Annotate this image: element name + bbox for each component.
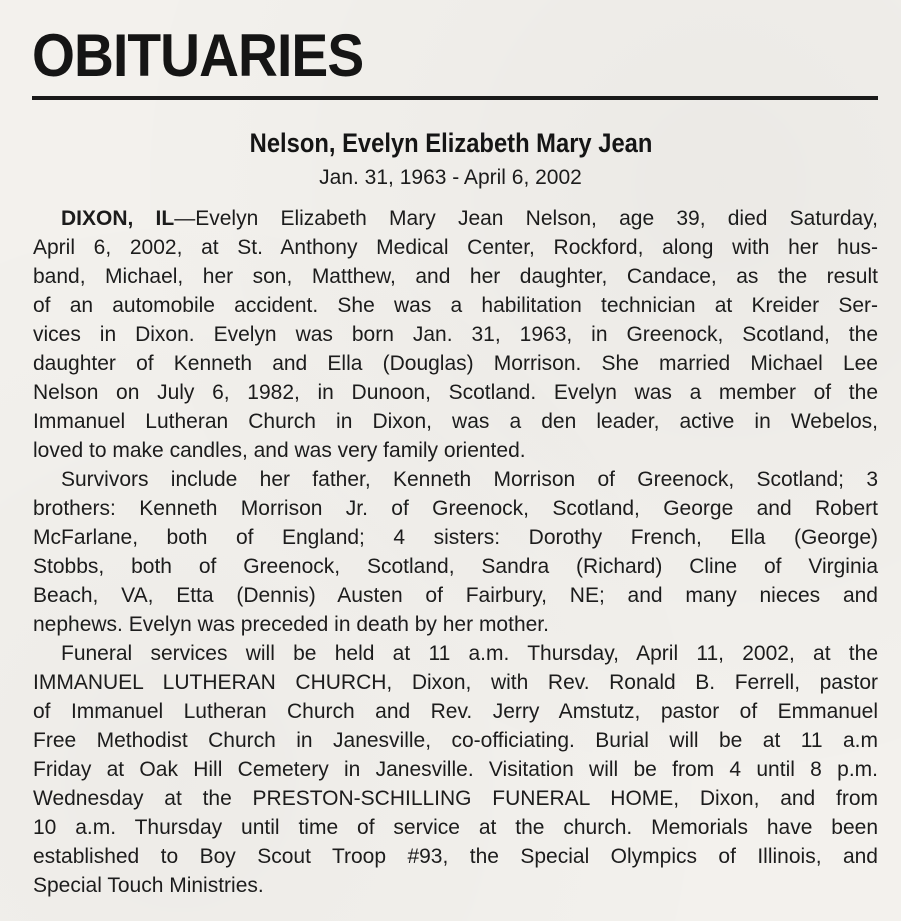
text-line: Survivors include her father, Kenneth Morrison of Greenock, Scotland; 3 (61, 468, 878, 491)
text-line: McFarlane, both of England; 4 sisters: Dorothy French, Ella (George) (33, 526, 878, 549)
text-line: IMMANUEL LUTHERAN CHURCH, Dixon, with Rev. Ronald B. Ferrell, pastor (33, 671, 878, 694)
life-dates: Jan. 31, 1963 - April 6, 2002 (319, 166, 582, 189)
text-line: vices in Dixon. Evelyn was born Jan. 31, 1963, in Greenock, Scotland, the (33, 323, 878, 346)
text-line (33, 204, 878, 233)
paragraph-death-notice (33, 204, 878, 465)
text-line: Beach, VA, Etta (Dennis) Austen of Fairbury, NE; and many nieces and (33, 584, 878, 607)
section-heading: OBITUARIES (32, 22, 364, 89)
text-line: Special Touch Ministries. (33, 874, 264, 897)
text-line: Friday at Oak Hill Cemetery in Janesville. Visitation will be from 4 until 8 p.m. (33, 758, 878, 781)
heading-rule (32, 96, 878, 100)
text-line: daughter of Kenneth and Ella (Douglas) Morrison. She married Michael Lee (33, 352, 878, 375)
text-line: band, Michael, her son, Matthew, and her daughter, Candace, as the result (33, 265, 878, 288)
text-line: nephews. Evelyn was preceded in death by her mother. (33, 613, 549, 636)
dateline: DIXON, IL (61, 207, 175, 230)
text-line: established to Boy Scout Troop #93, the Special Olympics of Illinois, and (33, 845, 878, 868)
text-line: brothers: Kenneth Morrison Jr. of Greenock, Scotland, George and Robert (33, 497, 878, 520)
paragraph-survivors (33, 465, 878, 639)
text-line: Free Methodist Church in Janesville, co-officiating. Burial will be at 11 a.m (33, 729, 878, 752)
text-line: Funeral services will be held at 11 a.m. Thursday, April 11, 2002, at the (61, 642, 878, 665)
text-line-content: —Evelyn Elizabeth Mary Jean Nelson, age 39, died Saturday, (174, 207, 878, 230)
text-line: Stobbs, both of Greenock, Scotland, Sandra (Richard) Cline of Virginia (33, 555, 878, 578)
text-line: Immanuel Lutheran Church in Dixon, was a den leader, active in Webelos, (33, 410, 878, 433)
text-line: loved to make candles, and was very family oriented. (33, 439, 526, 462)
obituary-body (33, 204, 878, 900)
text-line: 10 a.m. Thursday until time of service at the church. Memorials have been (33, 816, 878, 839)
text-line: of an automobile accident. She was a habilitation technician at Kreider Ser- (33, 294, 878, 317)
obituary-name: Nelson, Evelyn Elizabeth Mary Jean (249, 128, 653, 158)
paragraph-services (33, 639, 878, 900)
text-line: Nelson on July 6, 1982, in Dunoon, Scotland. Evelyn was a member of the (33, 381, 878, 404)
text-line: April 6, 2002, at St. Anthony Medical Center, Rockford, along with her hus- (33, 236, 878, 259)
text-line: Wednesday at the PRESTON-SCHILLING FUNERAL HOME, Dixon, and from (33, 787, 878, 810)
text-line: of Immanuel Lutheran Church and Rev. Jerry Amstutz, pastor of Emmanuel (33, 700, 878, 723)
